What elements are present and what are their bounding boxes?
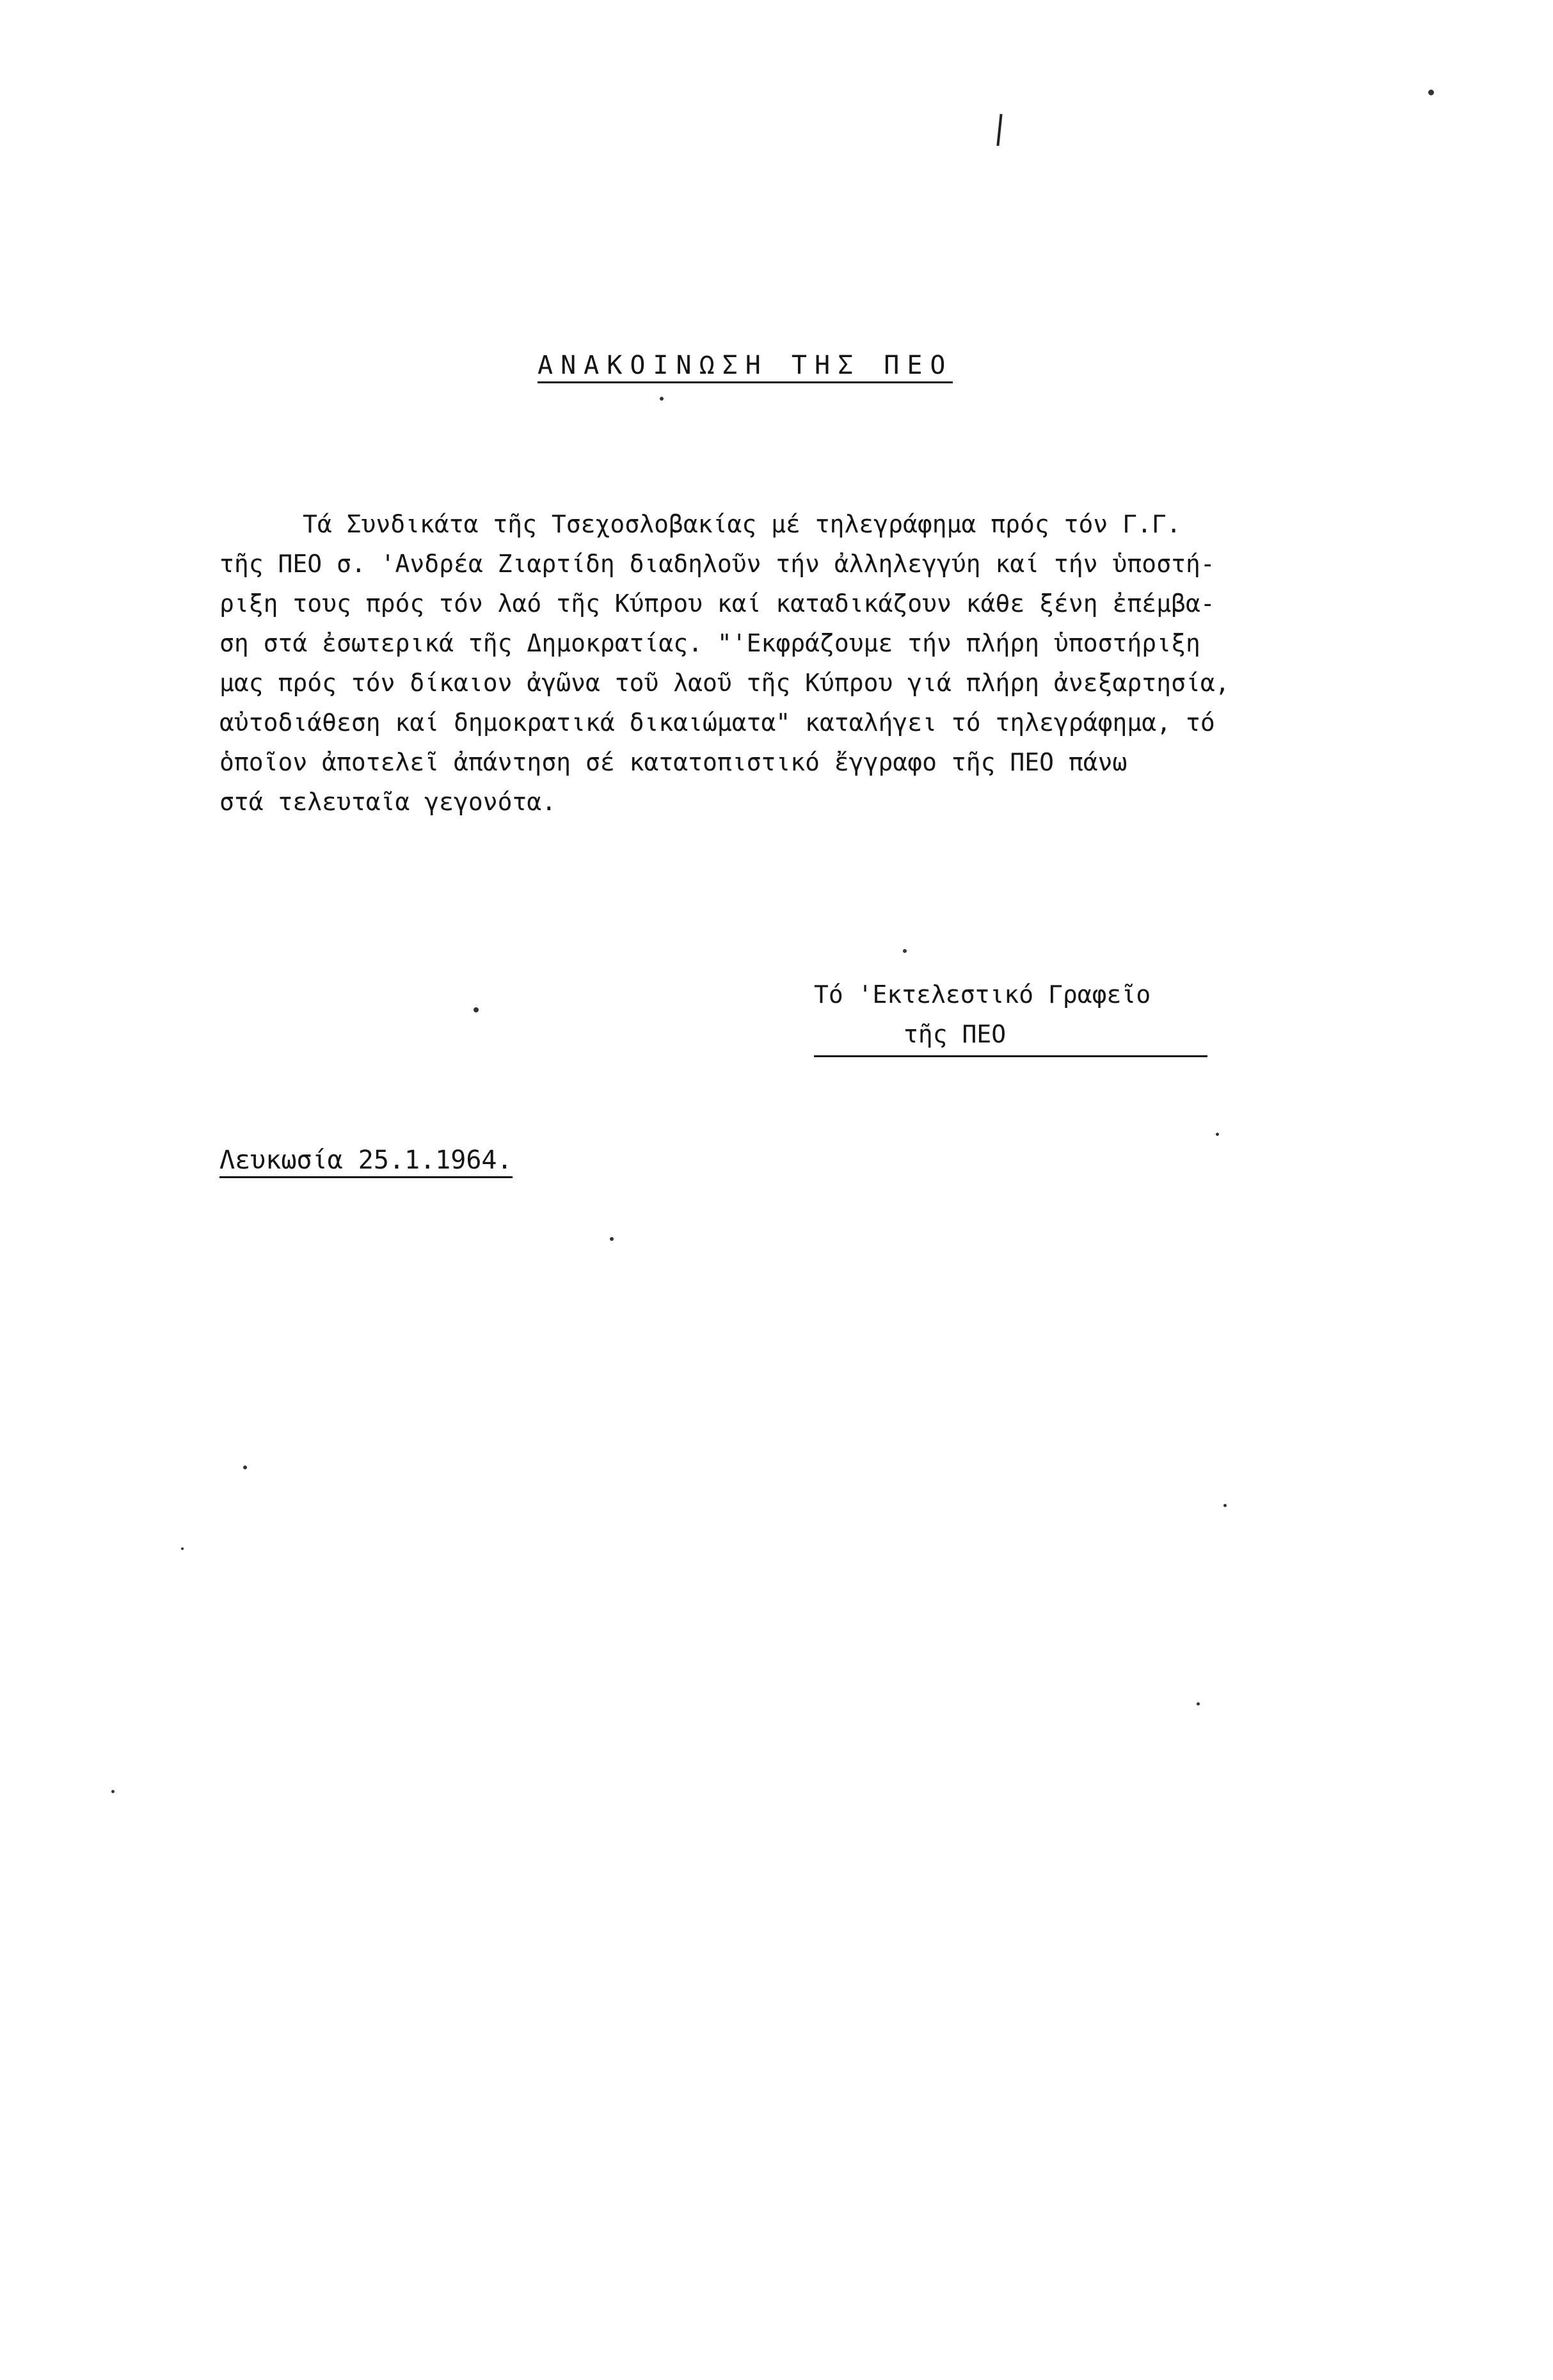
- body-line: Τά Συνδικάτα τῆς Τσεχοσλοβακίας μέ τηλεγράφημα πρός τόν Γ.Γ.: [303, 510, 1181, 538]
- scan-speck: [243, 1466, 247, 1469]
- scan-speck: [1223, 1504, 1227, 1507]
- scan-speck: [1197, 1702, 1200, 1705]
- scan-speck: [610, 1237, 614, 1241]
- document-date: Λευκωσία 25.1.1964.: [219, 1146, 513, 1178]
- signature-line-1: Τό 'Εκτελεστικό Γραφεῖο: [814, 980, 1151, 1009]
- body-line: τῆς ΠΕΟ σ. 'Ανδρέα Ζιαρτίδη διαδηλοῦν τήν ἀλληλεγγύη καί τήν ὑποστή-: [219, 550, 1215, 578]
- signature-rule: [814, 1055, 1207, 1057]
- body-line: ση στά ἐσωτερικά τῆς Δημοκρατίας. "'Εκφράζουμε τήν πλήρη ὑποστήριξη: [219, 629, 1200, 657]
- page-mark: [996, 114, 1002, 146]
- body-paragraph: [219, 504, 1435, 822]
- scan-speck: [111, 1790, 115, 1793]
- signature-block: [814, 975, 1207, 1057]
- body-line: μας πρός τόν δίκαιον ἀγῶνα τοῦ λαοῦ τῆς Κύπρου γιά πλήρη ἀνεξαρτησία,: [219, 669, 1230, 697]
- scan-speck: [474, 1007, 479, 1012]
- body-line: ὁποῖον ἀποτελεῖ ἀπάντηση σέ κατατοπιστικό ἔγγραφο τῆς ΠΕΟ πάνω: [219, 748, 1127, 776]
- body-line: αὐτοδιάθεση καί δημοκρατικά δικαιώματα" καταλήγει τό τηλεγράφημα, τό: [219, 708, 1215, 737]
- scan-speck: [1428, 90, 1434, 95]
- body-line: ριξη τους πρός τόν λαό τῆς Κύπρου καί καταδικάζουν κάθε ξένη ἐπέμβα-: [219, 589, 1215, 618]
- scan-speck: [1216, 1133, 1219, 1136]
- document-title: ΑΝΑΚΟΙΝΩΣΗ ΤΗΣ ΠΕΟ: [538, 351, 953, 383]
- scan-speck: [903, 949, 907, 953]
- body-line: στά τελευταῖα γεγονότα.: [219, 788, 557, 816]
- signature-line-2: τῆς ΠΕΟ: [904, 1020, 1007, 1048]
- scan-speck: [660, 397, 664, 401]
- scan-speck: [181, 1547, 184, 1550]
